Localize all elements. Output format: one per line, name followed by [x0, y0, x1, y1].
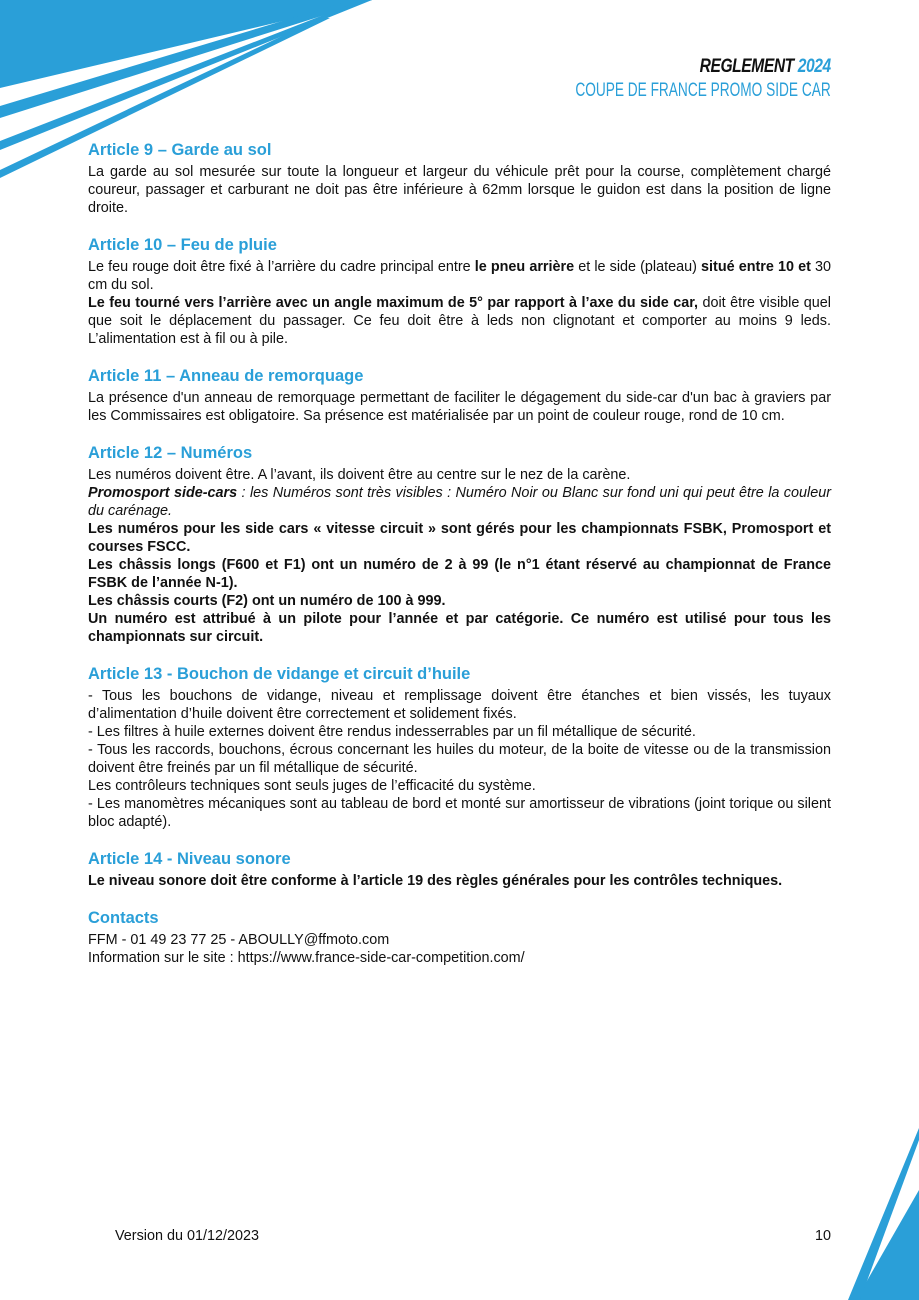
article-12	[88, 443, 831, 646]
contacts-section	[88, 908, 831, 967]
article-paragraph: Un numéro est attribué à un pilote pour l’année et par catégorie. Ce numéro est utilisé pour tous les championnats sur circuit.	[88, 611, 831, 645]
article-paragraph: Les châssis courts (F2) ont un numéro de 100 à 999.	[88, 593, 446, 609]
article-paragraph: La garde au sol mesurée sur toute la longueur et largeur du véhicule prêt pour la course, complètement chargé coureur, passager et carburant ne doit pas être inférieure à 62mm lorsque le guidon est dans la position de ligne droite.	[88, 164, 831, 216]
article-title: Article 9 – Garde au sol	[88, 141, 272, 159]
page-number: 10	[814, 1228, 831, 1244]
website-line: Information sur le site : https://www.france-side-car-competition.com/	[88, 950, 525, 966]
header-year: 2024	[797, 56, 831, 77]
article-title: Article 14 - Niveau sonore	[88, 850, 291, 868]
article-title: Article 12 – Numéros	[88, 444, 253, 462]
article-9	[88, 140, 831, 217]
article-title: Article 10 – Feu de pluie	[88, 236, 277, 254]
article-paragraph: Les châssis longs (F600 et F1) ont un numéro de 2 à 99 (le n°1 étant réservé au championnat de France FSBK de l’année N-1).	[88, 557, 831, 591]
article-paragraph: Le feu tourné vers l’arrière avec un angle maximum de 5° par rapport à l’axe du side car, doit être visible quel que soit le déplacement du passager. Ce feu doit être à leds non clignotant et comporter au moins 9 leds. L’alimentation est à fil ou à pile.	[88, 295, 831, 347]
article-paragraph: Les numéros pour les side cars « vitesse circuit » sont gérés pour les championnats FSBK, Promosport et courses FSCC.	[88, 521, 831, 555]
article-paragraph: Les numéros doivent être. A l’avant, ils doivent être au centre sur le nez de la carène.	[88, 467, 631, 483]
article-paragraph: La présence d'un anneau de remorquage permettant de faciliter le dégagement du side-car d'un bac à graviers par les Commissaires est obligatoire. Sa présence est matérialisée par un point de couleur rouge, rond de 10 cm.	[88, 390, 831, 424]
document-body	[88, 140, 831, 985]
footer-version: Version du 01/12/2023	[115, 1228, 260, 1244]
article-paragraph: - Les manomètres mécaniques sont au tableau de bord et monté sur amortisseur de vibrations (joint torique ou silent bloc adapté).	[88, 796, 831, 830]
article-13	[88, 664, 831, 831]
article-paragraph: Promosport side-cars : les Numéros sont très visibles : Numéro Noir ou Blanc sur fond uni qui peut être la couleur du carénage.	[88, 485, 832, 519]
article-10	[88, 235, 831, 348]
header-title: REGLEMENT	[699, 56, 795, 77]
article-title: Article 13 - Bouchon de vidange et circuit d’huile	[88, 665, 471, 683]
article-title: Contacts	[88, 909, 159, 927]
contact-line: FFM - 01 49 23 77 25 - ABOULLY@ffmoto.com	[88, 932, 390, 948]
article-paragraph: - Les filtres à huile externes doivent être rendus indesserrables par un fil métallique de sécurité.	[88, 724, 696, 740]
article-paragraph: - Tous les bouchons de vidange, niveau et remplissage doivent être étanches et bien vissés, les tuyaux d’alimentation d’huile doivent être correctement et solidement fixés.	[88, 688, 831, 722]
article-14	[88, 849, 831, 890]
article-paragraph: - Tous les raccords, bouchons, écrous concernant les huiles du moteur, de la boite de vitesse ou de la transmission doivent être freinés par un fil métallique de sécurité.	[88, 742, 831, 776]
article-11	[88, 366, 831, 425]
article-paragraph: Les contrôleurs techniques sont seuls juges de l’efficacité du système.	[88, 778, 536, 794]
document-header	[476, 56, 831, 102]
article-paragraph: Le niveau sonore doit être conforme à l’article 19 des règles générales pour les contrôles techniques.	[88, 873, 783, 889]
article-paragraph: Le feu rouge doit être fixé à l’arrière du cadre principal entre le pneu arrière et le side (plateau) situé entre 10 et 30 cm du sol.	[88, 259, 832, 293]
article-title: Article 11 – Anneau de remorquage	[88, 367, 364, 385]
header-subtitle: COUPE DE FRANCE PROMO SIDE CAR	[575, 80, 831, 101]
